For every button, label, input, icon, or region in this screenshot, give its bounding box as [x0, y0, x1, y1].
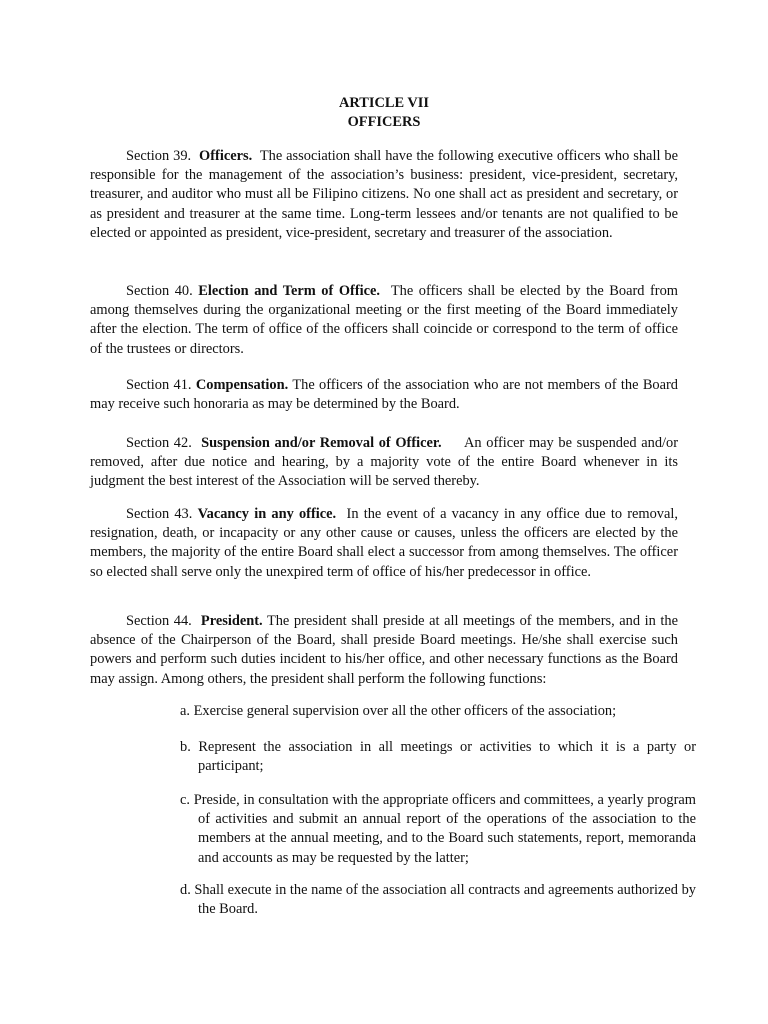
- section-39: [90, 147, 678, 243]
- section-body: The president shall preside at all meetings of the members, and in the absence of the Chairperson of the Board, shall preside Board meetings. He/she shall exercise such powers and perform such duties incident to his/her office, and other necessary functions as the Board may assign. Among others, the president shall perform the following functions:: [90, 613, 678, 687]
- section-body: The association shall have the following executive officers who shall be responsible for the management of the association’s business: president, vice-president, secretary, treasurer, and auditor who must all be Filipino citizens. No one shall act as president and secretary, or as president and treasurer at the same time. Long-term lessees and/or tenants are not qualified to be elected or appointed as president, vice-president, secretary and treasurer of the association.: [90, 148, 678, 241]
- section-44: [90, 612, 678, 689]
- item-text: Exercise general supervision over all the other officers of the association;: [193, 703, 617, 719]
- section-heading: Vacancy in any office.: [197, 506, 337, 522]
- item-marker: d.: [180, 882, 191, 898]
- section-40: [90, 282, 678, 359]
- section-label: Section 43.: [126, 506, 193, 522]
- function-item-b: [180, 738, 696, 776]
- item-text: Represent the association in all meetings or activities to which it is a party or participant;: [198, 739, 696, 775]
- section-41: [90, 376, 678, 414]
- article-number: ARTICLE VII: [339, 95, 429, 111]
- section-heading: Officers.: [199, 148, 253, 164]
- section-heading: Suspension and/or Removal of Officer.: [201, 435, 442, 451]
- article-title: OFFICERS: [347, 114, 421, 130]
- section-label: Section 41.: [126, 377, 192, 393]
- section-heading: Compensation.: [195, 377, 289, 393]
- section-43: [90, 505, 678, 582]
- section-body: An officer may be suspended and/or removed, after due notice and hearing, by a majority vote of the entire Board whenever in its judgment the best interest of the Association will be served thereby.: [90, 435, 678, 490]
- section-label: Section 44.: [126, 613, 192, 629]
- item-marker: c.: [180, 792, 190, 808]
- section-body: In the event of a vacancy in any office due to removal, resignation, death, or incapacity or any other cause or causes, unless the officers are elected by the members, the majority of the entire Board shall elect a successor from among themselves. The officer so elected shall serve only the unexpired term of office of his/her predecessor in office.: [90, 506, 678, 580]
- function-item-a: [180, 702, 696, 721]
- function-item-c: [180, 791, 696, 868]
- section-body: The officers shall be elected by the Board from among themselves during the organizational meeting or the first meeting of the Board immediately after the election. The term of office of the officers shall coincide or correspond to the term of office of the trustees or directors.: [90, 283, 678, 357]
- item-text: Preside, in consultation with the appropriate officers and committees, a yearly program of activities and submit an annual report of the operations of the association to the members at the annual meeting, and to the Board such statements, report, memoranda and accounts as may be requested by the latter;: [193, 792, 696, 866]
- section-label: Section 40.: [126, 283, 193, 299]
- item-text: Shall execute in the name of the association all contracts and agreements authorized by the Board.: [194, 882, 696, 918]
- section-heading: President.: [200, 613, 263, 629]
- section-label: Section 42.: [126, 435, 192, 451]
- section-body: The officers of the association who are not members of the Board may receive such honoraria as may be determined by the Board.: [90, 377, 678, 413]
- section-heading: Election and Term of Office.: [198, 283, 380, 299]
- item-marker: b.: [180, 739, 191, 755]
- section-label: Section 39.: [126, 148, 192, 164]
- item-marker: a.: [180, 703, 190, 719]
- section-42: [90, 434, 678, 492]
- function-item-d: [180, 881, 696, 919]
